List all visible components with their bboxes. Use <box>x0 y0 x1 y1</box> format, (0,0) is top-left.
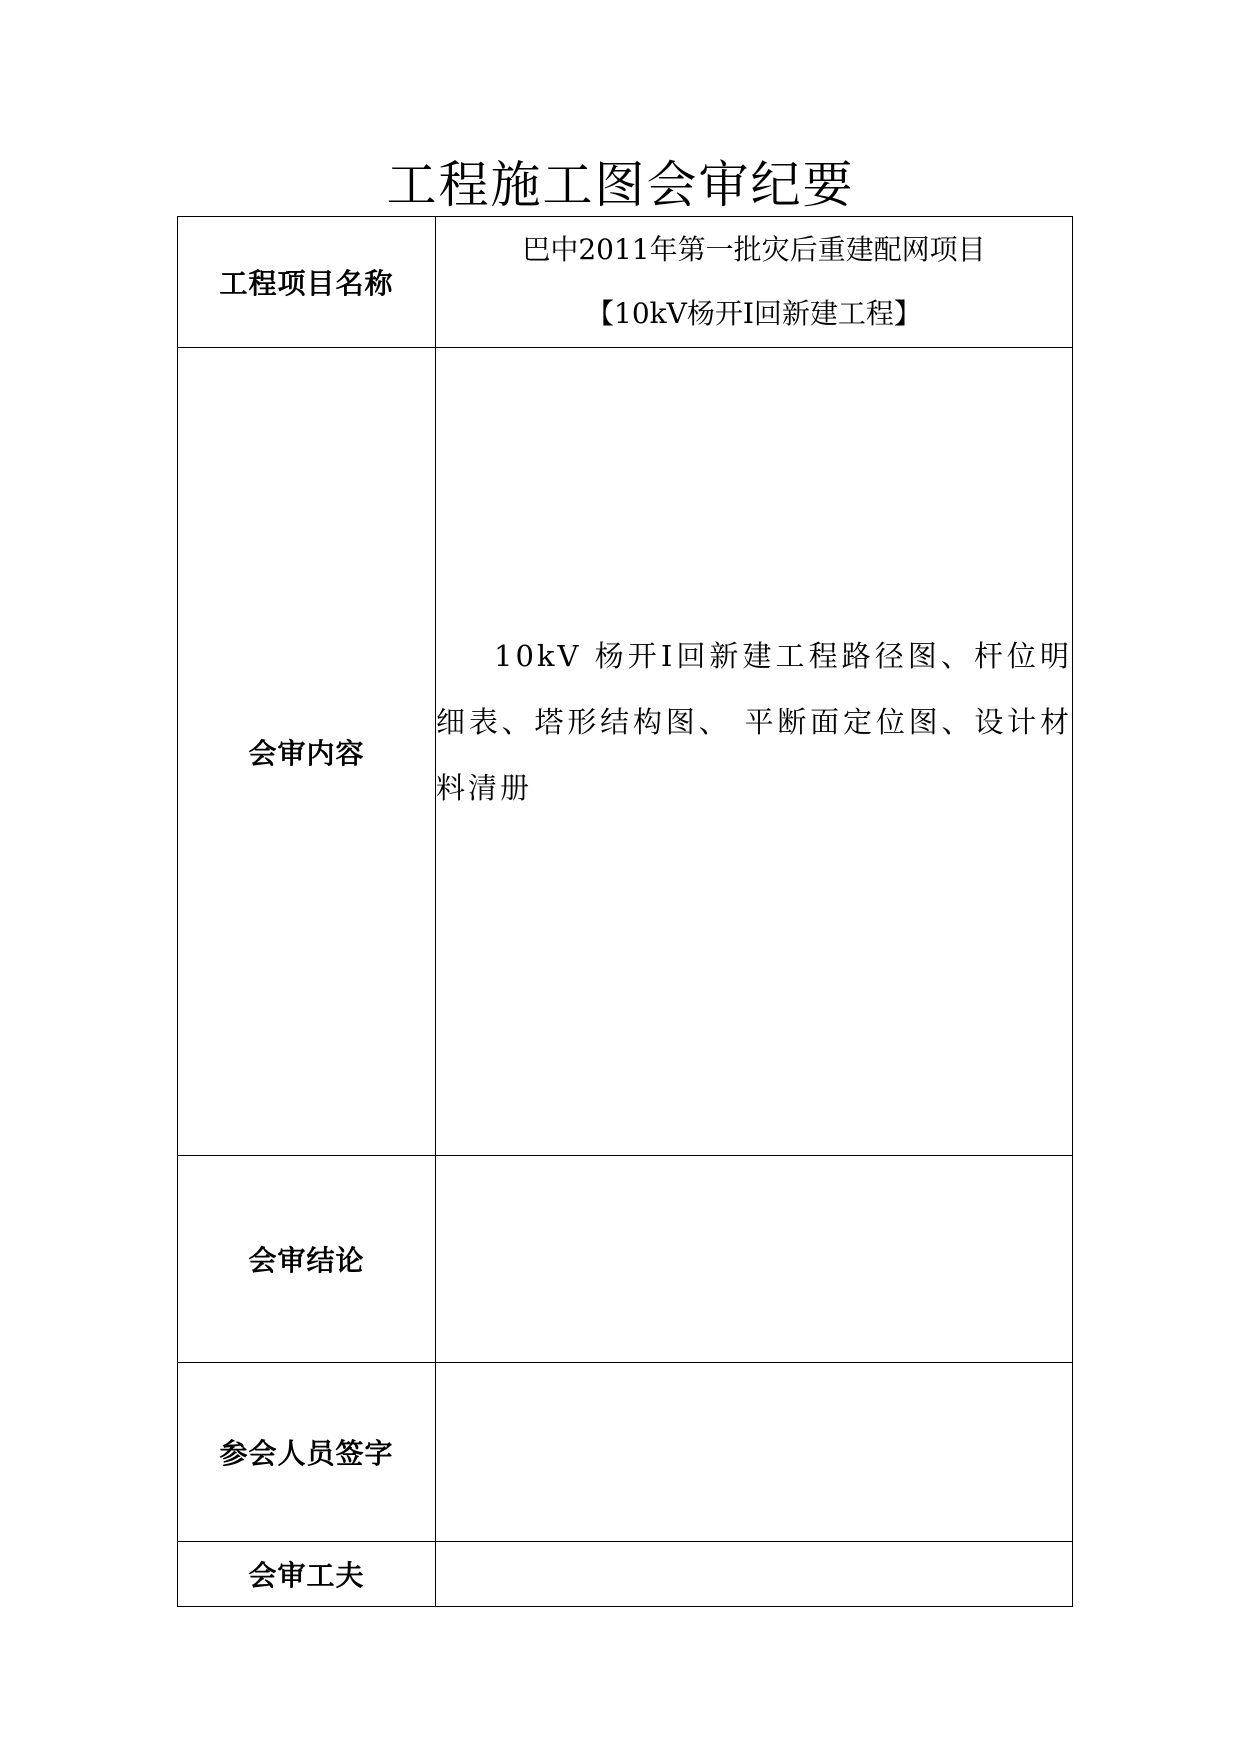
project-name-line-2: 【10kV杨开Ⅰ回新建工程】 <box>586 297 922 330</box>
review-conclusion-row <box>178 1156 1073 1363</box>
review-content-label: 会审内容 <box>178 348 436 1156</box>
attendee-signature-value[interactable] <box>436 1363 1073 1542</box>
review-content-value <box>436 348 1073 1156</box>
project-name-label: 工程项目名称 <box>178 217 436 348</box>
page-title: 工程施工图会审纪要 <box>386 156 855 214</box>
review-minutes-table <box>177 216 1073 1607</box>
project-name-line-1: 巴中2011年第一批灾后重建配网项目 <box>522 233 986 266</box>
review-conclusion-value[interactable] <box>436 1156 1073 1363</box>
project-name-row <box>178 217 1073 348</box>
review-time-row <box>178 1542 1073 1607</box>
project-name-value <box>436 217 1073 348</box>
attendee-signature-row <box>178 1363 1073 1542</box>
review-content-row <box>178 348 1073 1156</box>
review-content-text: 10kV 杨开Ⅰ回新建工程路径图、杆位明细表、塔形结构图、 平断面定位图、设计材料清册 <box>436 638 1072 805</box>
review-time-label: 会审工夫 <box>178 1542 436 1607</box>
review-time-value[interactable] <box>436 1542 1073 1607</box>
review-conclusion-label: 会审结论 <box>178 1156 436 1363</box>
attendee-signature-label: 参会人员签字 <box>178 1363 436 1542</box>
